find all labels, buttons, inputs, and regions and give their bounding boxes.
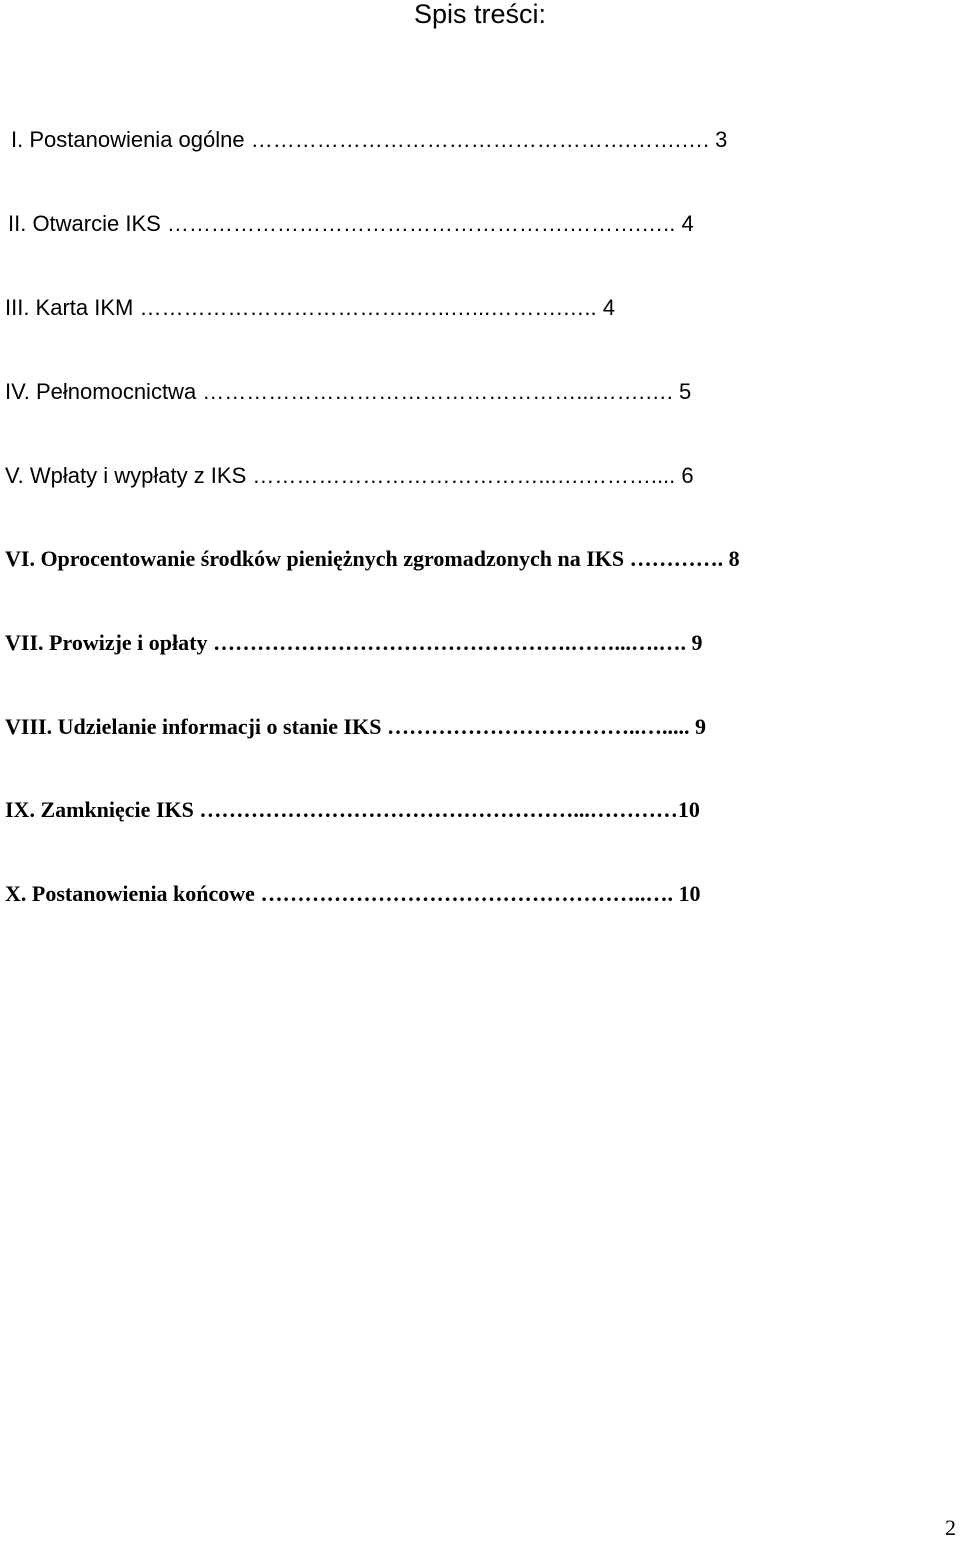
toc-entry-1: I. Postanowienia ogólne …………………………………………….…….…. 3 — [11, 127, 728, 152]
toc-entry-10: X. Postanowienia końcowe ……………………………………………..…. 10 — [5, 881, 701, 906]
toc-entry-9: IX. Zamknięcie IKS ……………………………………………...…………10 — [5, 797, 700, 822]
toc-entry-8: VIII. Udzielanie informacji o stanie IKS ……………………………..…..... 9 — [5, 714, 706, 739]
toc-entry-7: VII. Prowizje i opłaty ………………………………………….……...….…. 9 — [5, 630, 703, 655]
page-number: 2 — [945, 1515, 956, 1540]
toc-entry-6: VI. Oprocentowanie środków pieniężnych zgromadzonych na IKS …………. 8 — [5, 546, 740, 571]
toc-entry-3: III. Karta IKM ………………………………..…..…...……….….. 4 — [5, 295, 615, 320]
toc-entry-5: V. Wpłaty i wypłaty z IKS …………………………………...….……….... 6 — [5, 463, 694, 488]
page-title: Spis treści: — [413, 0, 547, 29]
toc-entry-2: II. Otwarcie IKS ……………………………………………….……….….. 4 — [8, 211, 694, 236]
toc-entry-4: IV. Pełnomocnictwa ……………………………………………...…….…. 5 — [5, 379, 692, 404]
